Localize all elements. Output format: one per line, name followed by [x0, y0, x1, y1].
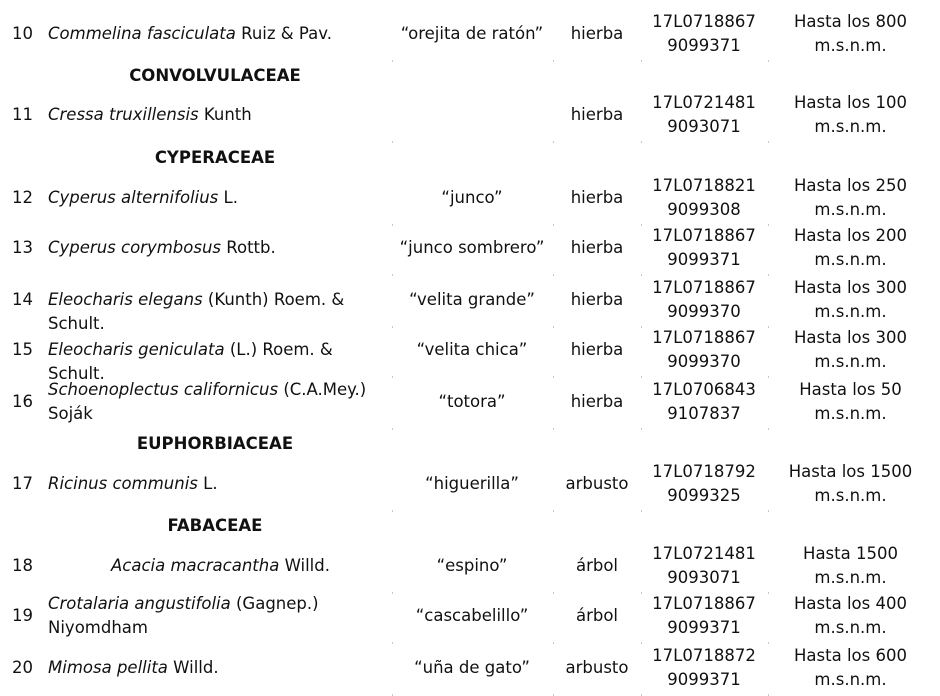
species-author: (Gagnep.) — [235, 594, 319, 613]
altitude-value: Hasta los 100 — [794, 93, 907, 112]
utm-coordinates — [645, 224, 763, 272]
row-number: 14 — [12, 290, 33, 309]
utm-coordinates — [645, 174, 763, 222]
utm-northing: 9093071 — [667, 117, 741, 136]
common-name: “junco” — [441, 188, 503, 207]
species-author: Willd. — [284, 556, 330, 575]
altitude-value: Hasta los 1500 — [788, 462, 913, 481]
common-name: “uña de gato” — [414, 658, 530, 677]
species-author: (L.) Roem. & Schult. — [48, 340, 333, 383]
altitude-value: Hasta los 200 — [794, 226, 907, 245]
altitude-range — [768, 378, 933, 426]
utm-coordinates — [645, 378, 763, 426]
altitude-range — [768, 592, 933, 640]
growth-habit: hierba — [570, 188, 624, 207]
species-author: Ruiz & Pav. — [241, 24, 332, 43]
common-name: “velita grande” — [409, 290, 535, 309]
utm-easting: 17L0721481 — [652, 544, 756, 563]
family-heading: FABACEAE — [167, 516, 263, 535]
cell-border-mark — [553, 60, 554, 62]
cell-border-mark — [392, 428, 393, 430]
altitude-range — [768, 224, 933, 272]
utm-northing: 9107837 — [667, 404, 741, 423]
table-row — [0, 174, 940, 224]
growth-habit: hierba — [570, 105, 624, 124]
cell-border-mark — [553, 141, 554, 143]
species-author: Kunth — [203, 105, 252, 124]
row-number: 11 — [12, 105, 33, 124]
altitude-unit: m.s.n.m. — [814, 36, 887, 55]
altitude-unit: m.s.n.m. — [814, 670, 887, 689]
species-author-line2: Soják — [48, 404, 93, 423]
altitude-value: Hasta los 600 — [794, 646, 907, 665]
growth-habit: arbusto — [565, 474, 629, 493]
altitude-range — [768, 174, 933, 222]
utm-coordinates — [645, 542, 763, 590]
utm-northing: 9099308 — [667, 200, 741, 219]
species-genus: Acacia macracantha — [111, 556, 280, 575]
species-author: L. — [203, 474, 218, 493]
utm-northing: 9099371 — [667, 618, 741, 637]
cell-border-mark — [641, 428, 642, 430]
utm-coordinates — [645, 276, 763, 324]
common-name: “cascabelillo” — [415, 606, 529, 625]
utm-coordinates — [645, 10, 763, 58]
altitude-range — [768, 326, 933, 374]
common-name: “junco sombrero” — [399, 238, 545, 257]
species-name — [48, 103, 393, 127]
row-number: 12 — [12, 188, 33, 207]
species-name — [48, 236, 393, 260]
altitude-range — [768, 460, 933, 508]
cell-border-mark — [553, 510, 554, 512]
utm-northing: 9093071 — [667, 568, 741, 587]
table-row — [0, 91, 940, 141]
table-row — [0, 224, 940, 274]
utm-coordinates — [645, 592, 763, 640]
utm-easting: 17L0718867 — [652, 328, 756, 347]
table-row — [0, 10, 940, 60]
row-number: 13 — [12, 238, 33, 257]
row-number: 20 — [12, 658, 33, 677]
altitude-value: Hasta los 300 — [794, 328, 907, 347]
utm-northing: 9099371 — [667, 250, 741, 269]
species-name — [48, 554, 393, 578]
family-heading: EUPHORBIACEAE — [136, 434, 294, 453]
altitude-value: Hasta los 400 — [794, 594, 907, 613]
table-row — [0, 644, 940, 694]
utm-coordinates — [645, 91, 763, 139]
row-number: 19 — [12, 606, 33, 625]
table-row — [0, 326, 940, 383]
table-row — [0, 542, 940, 592]
species-name — [48, 472, 393, 496]
species-name — [48, 656, 393, 680]
utm-coordinates — [645, 644, 763, 692]
altitude-unit: m.s.n.m. — [814, 117, 887, 136]
altitude-unit: m.s.n.m. — [814, 618, 887, 637]
row-number: 17 — [12, 474, 33, 493]
utm-easting: 17L0718867 — [652, 12, 756, 31]
altitude-range — [768, 276, 933, 324]
species-genus: Crotalaria angustifolia — [48, 594, 231, 613]
table-row — [0, 378, 940, 428]
utm-northing: 9099370 — [667, 352, 741, 371]
cell-border-mark — [641, 141, 642, 143]
species-genus: Cyperus corymbosus — [48, 238, 222, 257]
growth-habit: hierba — [570, 392, 624, 411]
utm-northing: 9099325 — [667, 486, 741, 505]
common-name: “velita chica” — [416, 340, 528, 359]
species-author: (C.A.Mey.) — [283, 380, 367, 399]
growth-habit: árbol — [575, 606, 619, 625]
cell-border-mark — [392, 60, 393, 62]
species-genus: Mimosa pellita — [48, 658, 168, 677]
altitude-unit: m.s.n.m. — [814, 302, 887, 321]
growth-habit: arbusto — [565, 658, 629, 677]
altitude-value: Hasta los 800 — [794, 12, 907, 31]
utm-easting: 17L0718867 — [652, 278, 756, 297]
utm-coordinates — [645, 460, 763, 508]
family-heading: CYPERACEAE — [154, 148, 276, 167]
cell-border-mark — [768, 141, 769, 143]
utm-easting: 17L0718867 — [652, 226, 756, 245]
species-genus: Ricinus communis — [48, 474, 198, 493]
species-name — [48, 592, 393, 640]
altitude-unit: m.s.n.m. — [814, 250, 887, 269]
species-genus: Commelina fasciculata — [48, 24, 236, 43]
row-number: 15 — [12, 340, 33, 359]
cell-border-mark — [768, 428, 769, 430]
table-row — [0, 276, 940, 333]
table-row — [0, 592, 940, 642]
altitude-range — [768, 644, 933, 692]
species-name — [48, 22, 393, 46]
growth-habit: hierba — [570, 238, 624, 257]
altitude-unit: m.s.n.m. — [814, 404, 887, 423]
altitude-unit: m.s.n.m. — [814, 568, 887, 587]
utm-northing: 9099371 — [667, 670, 741, 689]
altitude-unit: m.s.n.m. — [814, 486, 887, 505]
altitude-value: Hasta los 250 — [794, 176, 907, 195]
altitude-unit: m.s.n.m. — [814, 200, 887, 219]
utm-northing: 9099371 — [667, 36, 741, 55]
altitude-value: Hasta los 50 — [799, 380, 902, 399]
row-number: 18 — [12, 556, 33, 575]
species-author-line2: Niyomdham — [48, 618, 148, 637]
species-genus: Eleocharis geniculata — [48, 340, 225, 359]
cell-border-mark — [553, 428, 554, 430]
species-genus: Cressa truxillensis — [48, 105, 199, 124]
cell-border-mark — [768, 60, 769, 62]
cell-border-mark — [392, 141, 393, 143]
altitude-value: Hasta 1500 — [803, 544, 898, 563]
species-genus: Eleocharis elegans — [48, 290, 203, 309]
altitude-range — [768, 10, 933, 58]
cell-border-mark — [768, 510, 769, 512]
cell-border-mark — [641, 60, 642, 62]
species-name — [48, 378, 393, 426]
species-author: Rottb. — [226, 238, 276, 257]
altitude-value: Hasta los 300 — [794, 278, 907, 297]
row-number: 10 — [12, 24, 33, 43]
utm-northing: 9099370 — [667, 302, 741, 321]
altitude-range — [768, 542, 933, 590]
growth-habit: hierba — [570, 24, 624, 43]
cell-border-mark — [641, 510, 642, 512]
common-name: “higuerilla” — [425, 474, 519, 493]
common-name: “espino” — [436, 556, 508, 575]
altitude-unit: m.s.n.m. — [814, 352, 887, 371]
species-genus: Schoenoplectus californicus — [48, 380, 279, 399]
table-row — [0, 460, 940, 510]
altitude-range — [768, 91, 933, 139]
common-name: “orejita de ratón” — [400, 24, 544, 43]
growth-habit: árbol — [575, 556, 619, 575]
utm-easting: 17L0706843 — [652, 380, 756, 399]
utm-easting: 17L0718867 — [652, 594, 756, 613]
species-genus: Cyperus alternifolius — [48, 188, 219, 207]
species-author: (Kunth) Roem. & Schult. — [48, 290, 345, 333]
row-number: 16 — [12, 392, 33, 411]
utm-easting: 17L0721481 — [652, 93, 756, 112]
utm-easting: 17L0718792 — [652, 462, 756, 481]
growth-habit: hierba — [570, 340, 624, 359]
cell-border-mark — [392, 510, 393, 512]
growth-habit: hierba — [570, 290, 624, 309]
utm-easting: 17L0718872 — [652, 646, 756, 665]
family-heading: CONVOLVULACEAE — [129, 66, 301, 85]
species-name — [48, 186, 393, 210]
species-author: Willd. — [173, 658, 219, 677]
common-name: “totora” — [438, 392, 506, 411]
utm-easting: 17L0718821 — [652, 176, 756, 195]
utm-coordinates — [645, 326, 763, 374]
species-author: L. — [223, 188, 238, 207]
